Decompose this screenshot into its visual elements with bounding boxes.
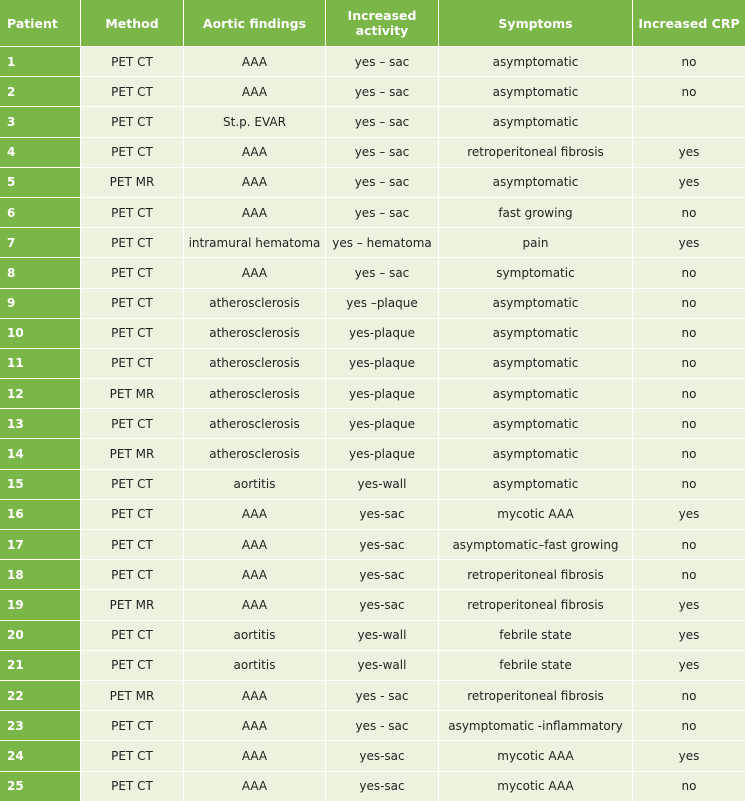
- header-aortic-findings: Aortic findings: [184, 0, 326, 46]
- cell-method: PET MR: [81, 589, 184, 619]
- table-row: [0, 710, 745, 740]
- cell-aortic-findings: atherosclerosis: [184, 408, 326, 438]
- cell-patient: 1: [0, 46, 81, 76]
- cell-symptoms: asymptomatic: [439, 348, 633, 378]
- cell-increased-crp: no: [633, 288, 745, 318]
- cell-method: PET CT: [81, 740, 184, 770]
- cell-aortic-findings: St.p. EVAR: [184, 106, 326, 136]
- cell-increased-activity: yes-wall: [326, 469, 439, 499]
- cell-increased-activity: yes – sac: [326, 197, 439, 227]
- header-symptoms: Symptoms: [439, 0, 633, 46]
- cell-method: PET MR: [81, 438, 184, 468]
- cell-patient: 18: [0, 559, 81, 589]
- cell-patient: 17: [0, 529, 81, 559]
- cell-increased-activity: yes-plaque: [326, 438, 439, 468]
- cell-increased-activity: yes-sac: [326, 559, 439, 589]
- cell-symptoms: febrile state: [439, 650, 633, 680]
- cell-method: PET CT: [81, 288, 184, 318]
- cell-increased-activity: yes-sac: [326, 589, 439, 619]
- cell-increased-crp: yes: [633, 740, 745, 770]
- cell-aortic-findings: atherosclerosis: [184, 378, 326, 408]
- cell-increased-crp: no: [633, 257, 745, 287]
- cell-increased-crp: no: [633, 438, 745, 468]
- cell-patient: 3: [0, 106, 81, 136]
- cell-patient: 23: [0, 710, 81, 740]
- cell-increased-activity: yes – hematoma: [326, 227, 439, 257]
- cell-increased-crp: no: [633, 408, 745, 438]
- cell-increased-crp: no: [633, 378, 745, 408]
- cell-method: PET CT: [81, 529, 184, 559]
- cell-increased-activity: yes –plaque: [326, 288, 439, 318]
- cell-patient: 2: [0, 76, 81, 106]
- table-row: [0, 197, 745, 227]
- cell-method: PET CT: [81, 650, 184, 680]
- table-row: [0, 529, 745, 559]
- cell-aortic-findings: intramural hematoma: [184, 227, 326, 257]
- table-row: [0, 650, 745, 680]
- cell-increased-activity: yes – sac: [326, 137, 439, 167]
- cell-aortic-findings: AAA: [184, 46, 326, 76]
- header-row: [0, 0, 745, 46]
- cell-aortic-findings: atherosclerosis: [184, 288, 326, 318]
- table-row: [0, 46, 745, 76]
- cell-increased-activity: yes-wall: [326, 650, 439, 680]
- cell-patient: 9: [0, 288, 81, 318]
- cell-symptoms: febrile state: [439, 620, 633, 650]
- cell-aortic-findings: AAA: [184, 740, 326, 770]
- table-row: [0, 378, 745, 408]
- header-increased-activity: Increased activity: [326, 0, 439, 46]
- table-row: [0, 348, 745, 378]
- cell-aortic-findings: atherosclerosis: [184, 318, 326, 348]
- table-row: [0, 318, 745, 348]
- cell-increased-activity: yes-sac: [326, 740, 439, 770]
- table-row: [0, 167, 745, 197]
- cell-increased-crp: [633, 106, 745, 136]
- cell-aortic-findings: aortitis: [184, 650, 326, 680]
- cell-patient: 11: [0, 348, 81, 378]
- cell-symptoms: asymptomatic: [439, 318, 633, 348]
- cell-symptoms: symptomatic: [439, 257, 633, 287]
- cell-symptoms: mycotic AAA: [439, 740, 633, 770]
- cell-patient: 20: [0, 620, 81, 650]
- cell-method: PET MR: [81, 167, 184, 197]
- cell-patient: 15: [0, 469, 81, 499]
- cell-method: PET CT: [81, 469, 184, 499]
- table-row: [0, 499, 745, 529]
- cell-increased-crp: no: [633, 348, 745, 378]
- cell-aortic-findings: atherosclerosis: [184, 348, 326, 378]
- cell-increased-activity: yes – sac: [326, 106, 439, 136]
- cell-method: PET CT: [81, 46, 184, 76]
- cell-increased-crp: no: [633, 197, 745, 227]
- cell-aortic-findings: AAA: [184, 137, 326, 167]
- cell-method: PET CT: [81, 257, 184, 287]
- cell-symptoms: asymptomatic–fast growing: [439, 529, 633, 559]
- table-row: [0, 620, 745, 650]
- cell-symptoms: asymptomatic: [439, 46, 633, 76]
- cell-method: PET CT: [81, 408, 184, 438]
- cell-increased-crp: yes: [633, 589, 745, 619]
- cell-aortic-findings: AAA: [184, 680, 326, 710]
- cell-symptoms: mycotic AAA: [439, 771, 633, 801]
- cell-symptoms: asymptomatic: [439, 76, 633, 106]
- cell-symptoms: asymptomatic: [439, 378, 633, 408]
- cell-method: PET CT: [81, 197, 184, 227]
- cell-patient: 22: [0, 680, 81, 710]
- cell-aortic-findings: AAA: [184, 257, 326, 287]
- cell-increased-activity: yes – sac: [326, 167, 439, 197]
- table-row: [0, 680, 745, 710]
- cell-aortic-findings: AAA: [184, 589, 326, 619]
- cell-increased-activity: yes-plaque: [326, 348, 439, 378]
- cell-increased-crp: no: [633, 559, 745, 589]
- cell-method: PET CT: [81, 499, 184, 529]
- cell-increased-crp: yes: [633, 620, 745, 650]
- cell-aortic-findings: AAA: [184, 167, 326, 197]
- cell-aortic-findings: AAA: [184, 529, 326, 559]
- cell-increased-activity: yes-plaque: [326, 408, 439, 438]
- cell-symptoms: asymptomatic -inflammatory: [439, 710, 633, 740]
- table-row: [0, 288, 745, 318]
- cell-method: PET MR: [81, 680, 184, 710]
- cell-increased-activity: yes-sac: [326, 499, 439, 529]
- table-row: [0, 257, 745, 287]
- cell-increased-crp: yes: [633, 650, 745, 680]
- cell-increased-crp: no: [633, 680, 745, 710]
- cell-increased-crp: yes: [633, 227, 745, 257]
- cell-aortic-findings: AAA: [184, 771, 326, 801]
- table-row: [0, 559, 745, 589]
- cell-symptoms: retroperitoneal fibrosis: [439, 589, 633, 619]
- cell-symptoms: asymptomatic: [439, 167, 633, 197]
- cell-increased-crp: no: [633, 76, 745, 106]
- cell-patient: 10: [0, 318, 81, 348]
- cell-symptoms: retroperitoneal fibrosis: [439, 137, 633, 167]
- table-row: [0, 137, 745, 167]
- cell-symptoms: asymptomatic: [439, 438, 633, 468]
- cell-increased-crp: no: [633, 469, 745, 499]
- cell-increased-activity: yes-plaque: [326, 318, 439, 348]
- cell-aortic-findings: AAA: [184, 559, 326, 589]
- cell-method: PET CT: [81, 559, 184, 589]
- cell-patient: 16: [0, 499, 81, 529]
- table-row: [0, 408, 745, 438]
- cell-symptoms: retroperitoneal fibrosis: [439, 559, 633, 589]
- table-row: [0, 469, 745, 499]
- cell-method: PET CT: [81, 106, 184, 136]
- cell-increased-crp: yes: [633, 499, 745, 529]
- cell-symptoms: pain: [439, 227, 633, 257]
- table-row: [0, 740, 745, 770]
- cell-method: PET CT: [81, 318, 184, 348]
- cell-patient: 13: [0, 408, 81, 438]
- table-header: [0, 0, 745, 46]
- cell-patient: 12: [0, 378, 81, 408]
- cell-increased-crp: no: [633, 771, 745, 801]
- table-body: [0, 46, 745, 801]
- header-increased-crp: Increased CRP: [633, 0, 745, 46]
- cell-symptoms: asymptomatic: [439, 106, 633, 136]
- table-row: [0, 589, 745, 619]
- table-row: [0, 438, 745, 468]
- cell-aortic-findings: atherosclerosis: [184, 438, 326, 468]
- table-row: [0, 106, 745, 136]
- cell-patient: 4: [0, 137, 81, 167]
- cell-patient: 19: [0, 589, 81, 619]
- cell-method: PET MR: [81, 378, 184, 408]
- cell-increased-activity: yes - sac: [326, 680, 439, 710]
- cell-increased-activity: yes-plaque: [326, 378, 439, 408]
- cell-increased-crp: yes: [633, 137, 745, 167]
- cell-increased-activity: yes - sac: [326, 710, 439, 740]
- cell-aortic-findings: AAA: [184, 499, 326, 529]
- cell-aortic-findings: AAA: [184, 197, 326, 227]
- cell-symptoms: retroperitoneal fibrosis: [439, 680, 633, 710]
- cell-symptoms: asymptomatic: [439, 408, 633, 438]
- cell-increased-activity: yes – sac: [326, 76, 439, 106]
- cell-symptoms: fast growing: [439, 197, 633, 227]
- cell-method: PET CT: [81, 710, 184, 740]
- cell-increased-activity: yes – sac: [326, 46, 439, 76]
- cell-aortic-findings: AAA: [184, 76, 326, 106]
- table-row: [0, 227, 745, 257]
- cell-symptoms: asymptomatic: [439, 288, 633, 318]
- table-row: [0, 771, 745, 801]
- table-row: [0, 76, 745, 106]
- cell-increased-crp: yes: [633, 167, 745, 197]
- cell-method: PET CT: [81, 227, 184, 257]
- cell-patient: 24: [0, 740, 81, 770]
- cell-method: PET CT: [81, 348, 184, 378]
- cell-increased-activity: yes-sac: [326, 529, 439, 559]
- cell-patient: 8: [0, 257, 81, 287]
- cell-increased-crp: no: [633, 710, 745, 740]
- cell-patient: 7: [0, 227, 81, 257]
- cell-patient: 14: [0, 438, 81, 468]
- cell-increased-activity: yes – sac: [326, 257, 439, 287]
- cell-symptoms: asymptomatic: [439, 469, 633, 499]
- cell-patient: 25: [0, 771, 81, 801]
- cell-method: PET CT: [81, 76, 184, 106]
- cell-increased-crp: no: [633, 46, 745, 76]
- cell-increased-crp: no: [633, 318, 745, 348]
- header-method: Method: [81, 0, 184, 46]
- cell-aortic-findings: aortitis: [184, 620, 326, 650]
- cell-patient: 21: [0, 650, 81, 680]
- cell-increased-crp: no: [633, 529, 745, 559]
- cell-method: PET CT: [81, 771, 184, 801]
- cell-increased-activity: yes-wall: [326, 620, 439, 650]
- cell-patient: 6: [0, 197, 81, 227]
- cell-aortic-findings: aortitis: [184, 469, 326, 499]
- cell-aortic-findings: AAA: [184, 710, 326, 740]
- cell-increased-activity: yes-sac: [326, 771, 439, 801]
- cell-patient: 5: [0, 167, 81, 197]
- cell-symptoms: mycotic AAA: [439, 499, 633, 529]
- cell-method: PET CT: [81, 137, 184, 167]
- header-patient: Patient: [0, 0, 81, 46]
- cell-method: PET CT: [81, 620, 184, 650]
